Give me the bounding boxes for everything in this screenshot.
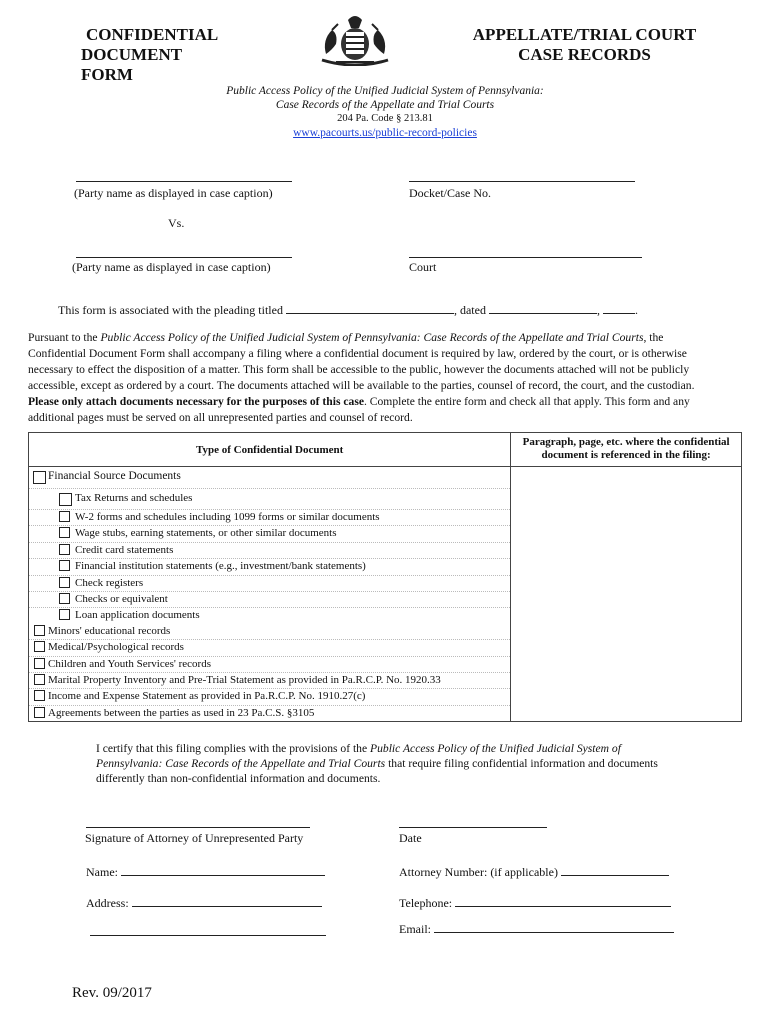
name-row (86, 865, 325, 880)
pleading-prefix: This form is associated with the pleading titled (58, 303, 286, 317)
list-item-income-and-expense-statement-as-provided (29, 689, 510, 705)
list-item-marital-property-inventory-and-pre-trial (29, 673, 510, 689)
docket-label: Docket/Case No. (409, 186, 491, 200)
address-row (86, 896, 322, 911)
checkbox-medical-psychological-records[interactable] (34, 641, 45, 652)
policy-line-1: Public Access Policy of the Unified Judicial System of Pennsylvania: (226, 85, 544, 97)
checkbox-income-and-expense-statement-as-provided[interactable] (34, 690, 45, 701)
document-types-cell (29, 467, 511, 722)
label-wage-stubs-earning-statements-or-other-s: Wage stubs, earning statements, or other similar documents (75, 527, 337, 540)
checkbox-financial-institution-statements-e-g-inv[interactable] (59, 560, 70, 571)
pleading-date-field[interactable] (489, 303, 597, 314)
checkbox-credit-card-statements[interactable] (59, 544, 70, 555)
pennsylvania-seal-icon (318, 10, 392, 66)
signature-label: Signature of Attorney of Unrepresented Party (85, 831, 304, 845)
party2-label: (Party name as displayed in case caption) (72, 260, 271, 274)
checkbox-w-2-forms-and-schedules-including-1099-f[interactable] (59, 511, 70, 522)
checkbox-minors-educational-records[interactable] (34, 625, 45, 636)
list-item-medical-psychological-records (29, 640, 510, 656)
intro-bold-text: Please only attach documents necessary for the purposes of this case (28, 395, 364, 408)
versus-label: Vs. (168, 216, 185, 230)
list-item-checks-or-equivalent (29, 592, 510, 608)
name-field[interactable] (121, 865, 325, 876)
policy-code: 204 Pa. Code § 213.81 (337, 113, 433, 124)
title-appellate-trial: APPELLATE/TRIAL COURT (472, 25, 697, 44)
list-item-minors-educational-records (29, 624, 510, 640)
list-item-check-registers (29, 576, 510, 592)
list-item-tax (29, 489, 510, 510)
label-w-2-forms-and-schedules-including-1099-f: W-2 forms and schedules including 1099 forms or similar documents (75, 511, 380, 523)
telephone-field[interactable] (455, 896, 671, 907)
label-children-and-youth-services-records: Children and Youth Services' records (48, 657, 211, 670)
reference-cell[interactable] (511, 467, 742, 722)
label-checks-or-equivalent: Checks or equivalent (75, 592, 168, 605)
pleading-year-field[interactable] (603, 303, 635, 314)
label-financial-institution-statements-e-g-inv: Financial institution statements (e.g., investment/bank statements) (75, 560, 366, 573)
label-income-and-expense-statement-as-provided: Income and Expense Statement as provided in Pa.R.C.P. No. 1910.27(c) (48, 690, 366, 703)
intro-policy-title: Public Access Policy of the Unified Judicial System of Pennsylvania: Case Records of the Appellate and Trial Courts (100, 331, 644, 344)
intro-paragraph (28, 330, 722, 426)
attorney-number-field[interactable] (561, 865, 669, 876)
list-item-financial (29, 467, 510, 489)
signature-line[interactable] (86, 827, 310, 828)
list-item-wage-stubs-earning-statements-or-other-s (29, 526, 510, 542)
pleading-end: . (634, 303, 638, 317)
label-loan-application-documents: Loan application documents (75, 609, 200, 622)
pleading-sep: , (596, 303, 603, 317)
label-financial: Financial Source Documents (48, 470, 181, 482)
title-case-records: CASE RECORDS (518, 45, 651, 64)
label-tax: Tax Returns and schedules (75, 492, 193, 504)
checkbox-loan-application-documents[interactable] (59, 609, 70, 620)
form-title-left (68, 25, 228, 85)
party2-name-line[interactable] (76, 257, 292, 258)
checkbox-check-registers[interactable] (59, 577, 70, 588)
policy-block (0, 84, 770, 140)
checkbox-marital-property-inventory-and-pre-trial[interactable] (34, 674, 45, 685)
list-item-children-and-youth-services-records (29, 657, 510, 673)
date-label: Date (399, 831, 422, 845)
list-item-credit-card-statements (29, 543, 510, 559)
main-items (29, 624, 510, 721)
telephone-label: Telephone: (399, 896, 456, 910)
address-label: Address: (86, 896, 132, 910)
intro-text-d: . Complete the entire form and check all that apply. This form and any additional pages must be served on all unrepresented parties and counsel of record. (28, 395, 690, 424)
list-item-agreements-between-the-parties-as-used-i (29, 706, 510, 721)
docket-number-line[interactable] (409, 181, 635, 182)
label-agreements-between-the-parties-as-used-i: Agreements between the parties as used in 23 Pa.C.S. §3105 (48, 706, 315, 719)
pleading-sentence (58, 303, 638, 318)
intro-text-c: , the Confidential Document Form shall accompany a filing where a confidential document is required by law, ordered by the court, or is otherwise necessary to effect the disposition of a matter. This form shall be accessible to the public, however the documents attached will not be publicly accessible, except as ordered by a court. The documents attached will be available to the parties, counsel of record, the court, and the custodian. (28, 331, 695, 392)
form-title-right (462, 25, 707, 65)
attorney-number-label: Attorney Number: (if applicable) (399, 865, 561, 879)
date-line[interactable] (399, 827, 547, 828)
checkbox-checks-or-equivalent[interactable] (59, 593, 70, 604)
checkbox-wage-stubs-earning-statements-or-other-s[interactable] (59, 527, 70, 538)
name-label: Name: (86, 865, 121, 879)
confidential-document-table (28, 432, 742, 722)
address-line-2[interactable] (90, 935, 326, 936)
certify-text-c: that require filing confidential information and documents differently than non-confidential information and documents. (96, 757, 658, 785)
address-field[interactable] (132, 896, 322, 907)
title-confidential: CONFIDENTIAL (86, 25, 219, 44)
financial-sub-items (29, 510, 510, 624)
checkbox-agreements-between-the-parties-as-used-i[interactable] (34, 707, 45, 718)
intro-text-a: Pursuant to the (28, 331, 101, 344)
court-label: Court (409, 260, 437, 274)
party1-name-line[interactable] (76, 181, 292, 182)
checkbox-children-and-youth-services-records[interactable] (34, 658, 45, 669)
label-medical-psychological-records: Medical/Psychological records (48, 641, 184, 654)
pleading-dated: , dated (453, 303, 489, 317)
certify-text-a: I certify that this filing complies with the provisions of the (96, 742, 371, 755)
email-label: Email: (399, 922, 434, 936)
telephone-row (399, 896, 671, 911)
policy-url-link[interactable]: www.pacourts.us/public-record-policies (293, 127, 477, 139)
party1-label: (Party name as displayed in case caption) (74, 186, 273, 200)
policy-line-2: Case Records of the Appellate and Trial Courts (275, 99, 495, 111)
checkbox-financial[interactable] (33, 471, 46, 484)
attorney-row (399, 865, 669, 880)
label-marital-property-inventory-and-pre-trial: Marital Property Inventory and Pre-Trial Statement as provided in Pa.R.C.P. No. 1920.33 (48, 673, 441, 686)
checkbox-tax[interactable] (59, 493, 72, 506)
table-header-type: Type of Confidential Document (29, 433, 511, 467)
revision-label: Rev. 09/2017 (72, 985, 152, 1001)
title-document-form: DOCUMENT FORM (81, 45, 182, 84)
table-header-reference: Paragraph, page, etc. where the confidential document is referenced in the filing: (511, 433, 742, 467)
list-item-financial-institution-statements-e-g-inv (29, 559, 510, 575)
label-minors-educational-records: Minors' educational records (48, 624, 171, 637)
label-credit-card-statements: Credit card statements (75, 543, 174, 556)
list-item-loan-application-documents (29, 608, 510, 623)
pleading-title-field[interactable] (286, 303, 454, 314)
label-check-registers: Check registers (75, 576, 144, 589)
email-row (399, 922, 674, 937)
email-field[interactable] (434, 922, 674, 933)
list-item-w-2-forms-and-schedules-including-1099-f (29, 510, 510, 526)
certify-policy-title: Public Access Policy of the Unified Judicial System of Pennsylvania: Case Records of the Appellate and Trial Courts (96, 742, 621, 770)
certification-paragraph (96, 741, 686, 786)
court-line[interactable] (409, 257, 642, 258)
